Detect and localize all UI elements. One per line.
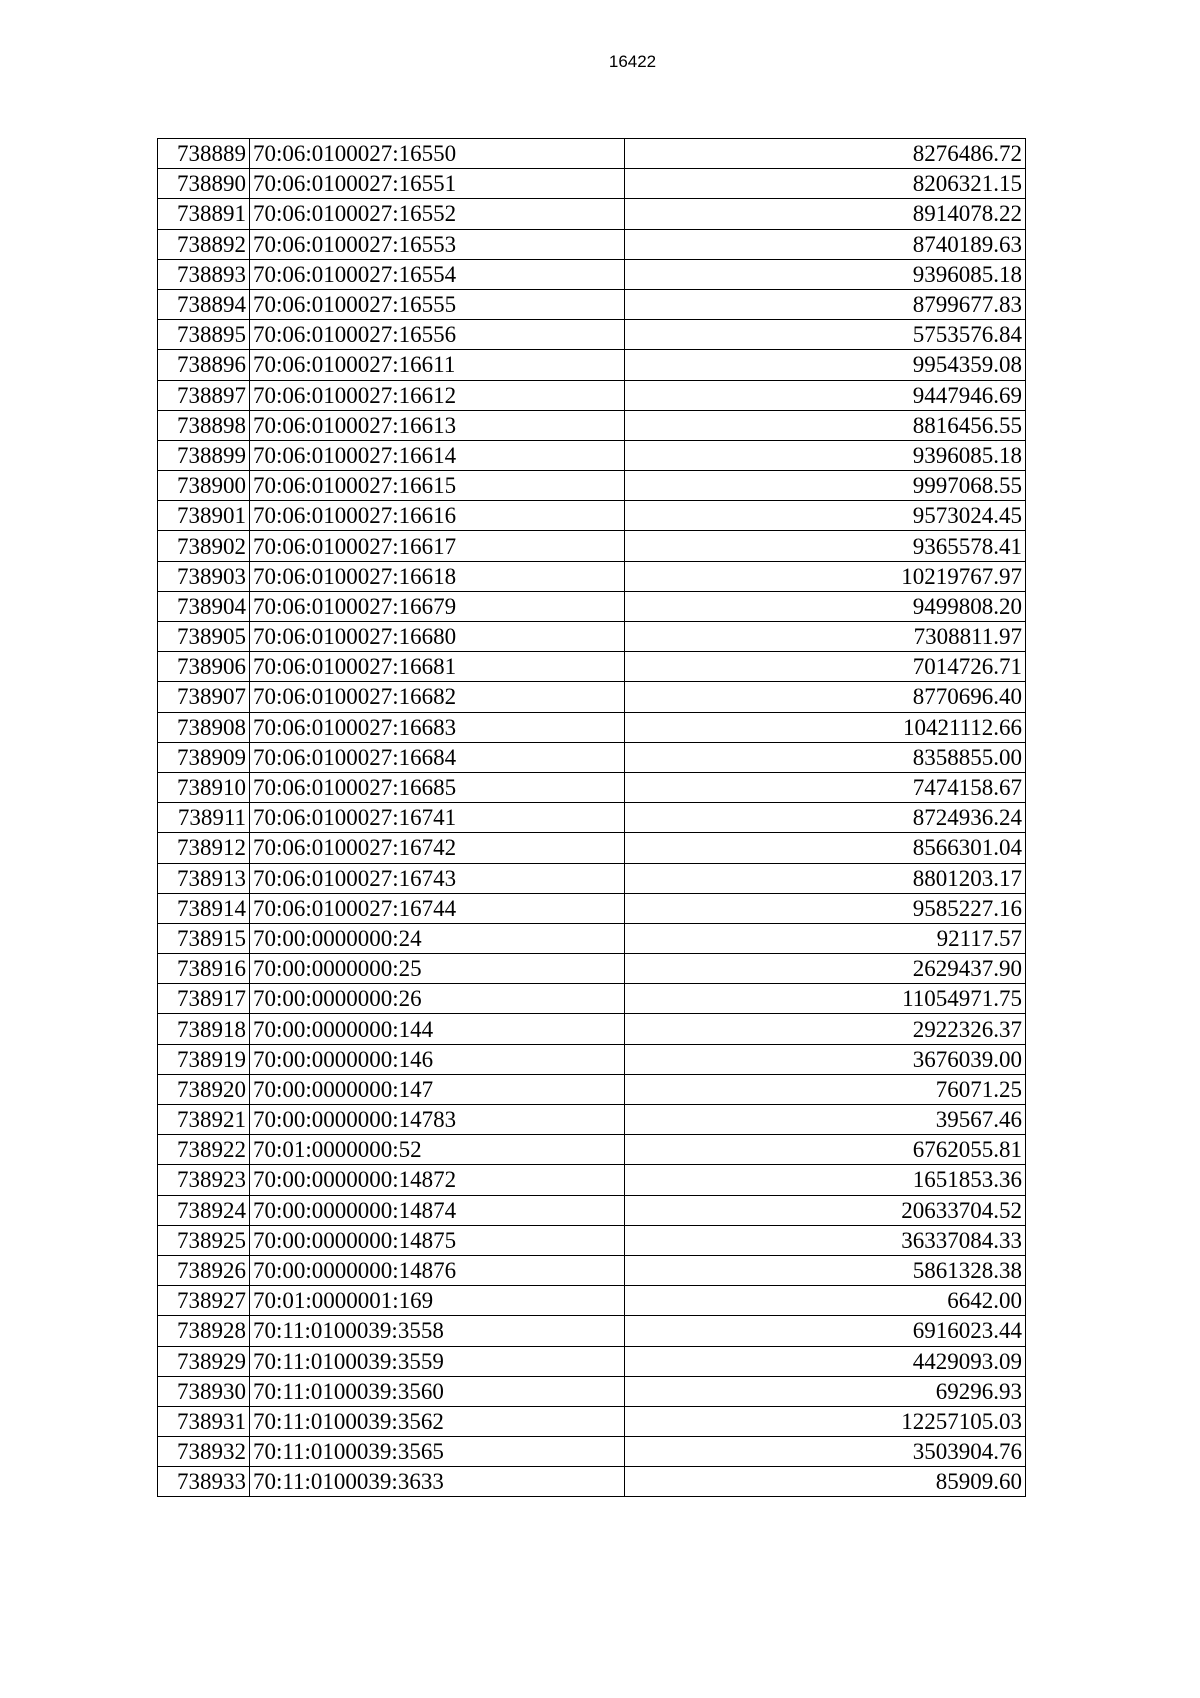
cadastral-number-cell: 70:00:0000000:14875 <box>250 1225 625 1255</box>
row-number-cell: 738907 <box>158 682 250 712</box>
cadastral-number-cell: 70:01:0000001:169 <box>250 1286 625 1316</box>
table-row <box>158 863 1026 893</box>
cadastral-value-cell: 8358855.00 <box>625 742 1026 772</box>
cadastral-number-cell: 70:06:0100027:16684 <box>250 742 625 772</box>
table-row <box>158 1286 1026 1316</box>
table-row <box>158 350 1026 380</box>
cadastral-number-cell: 70:06:0100027:16611 <box>250 350 625 380</box>
cadastral-number-cell: 70:11:0100039:3565 <box>250 1437 625 1467</box>
row-number-cell: 738897 <box>158 380 250 410</box>
row-number-cell: 738900 <box>158 471 250 501</box>
table-row <box>158 259 1026 289</box>
cadastral-number-cell: 70:00:0000000:25 <box>250 954 625 984</box>
cadastral-value-cell: 8914078.22 <box>625 199 1026 229</box>
table-row <box>158 1376 1026 1406</box>
cadastral-value-cell: 9447946.69 <box>625 380 1026 410</box>
row-number-cell: 738930 <box>158 1376 250 1406</box>
cadastral-value-cell: 7474158.67 <box>625 772 1026 802</box>
row-number-cell: 738917 <box>158 984 250 1014</box>
row-number-cell: 738915 <box>158 923 250 953</box>
table-row <box>158 1467 1026 1497</box>
cadastral-value-cell: 10219767.97 <box>625 561 1026 591</box>
cadastral-number-cell: 70:00:0000000:14876 <box>250 1255 625 1285</box>
cadastral-number-cell: 70:00:0000000:147 <box>250 1074 625 1104</box>
table-row <box>158 229 1026 259</box>
table-row <box>158 682 1026 712</box>
row-number-cell: 738909 <box>158 742 250 772</box>
cadastral-number-cell: 70:06:0100027:16615 <box>250 471 625 501</box>
table-row <box>158 1346 1026 1376</box>
table-row <box>158 652 1026 682</box>
table-row <box>158 742 1026 772</box>
cadastral-value-cell: 69296.93 <box>625 1376 1026 1406</box>
cadastral-number-cell: 70:00:0000000:14783 <box>250 1105 625 1135</box>
cadastral-value-cell: 8770696.40 <box>625 682 1026 712</box>
row-number-cell: 738922 <box>158 1135 250 1165</box>
cadastral-value-cell: 7014726.71 <box>625 652 1026 682</box>
cadastral-value-cell: 9585227.16 <box>625 893 1026 923</box>
cadastral-value-table <box>157 138 1026 1497</box>
row-number-cell: 738919 <box>158 1044 250 1074</box>
cadastral-value-cell: 20633704.52 <box>625 1195 1026 1225</box>
table-row <box>158 320 1026 350</box>
table-body <box>158 139 1026 1497</box>
row-number-cell: 738910 <box>158 772 250 802</box>
cadastral-number-cell: 70:06:0100027:16744 <box>250 893 625 923</box>
cadastral-number-cell: 70:06:0100027:16741 <box>250 803 625 833</box>
cadastral-number-cell: 70:06:0100027:16555 <box>250 289 625 319</box>
table-row <box>158 954 1026 984</box>
row-number-cell: 738905 <box>158 622 250 652</box>
row-number-cell: 738889 <box>158 139 250 169</box>
cadastral-number-cell: 70:06:0100027:16614 <box>250 440 625 470</box>
row-number-cell: 738895 <box>158 320 250 350</box>
cadastral-number-cell: 70:06:0100027:16552 <box>250 199 625 229</box>
table-row <box>158 1406 1026 1436</box>
cadastral-number-cell: 70:06:0100027:16551 <box>250 169 625 199</box>
row-number-cell: 738902 <box>158 531 250 561</box>
cadastral-number-cell: 70:06:0100027:16683 <box>250 712 625 742</box>
cadastral-number-cell: 70:06:0100027:16618 <box>250 561 625 591</box>
cadastral-value-cell: 39567.46 <box>625 1105 1026 1135</box>
row-number-cell: 738929 <box>158 1346 250 1376</box>
table-row <box>158 471 1026 501</box>
table-row <box>158 1437 1026 1467</box>
table-row <box>158 803 1026 833</box>
table-row <box>158 1316 1026 1346</box>
cadastral-number-cell: 70:06:0100027:16553 <box>250 229 625 259</box>
row-number-cell: 738914 <box>158 893 250 923</box>
cadastral-value-cell: 2629437.90 <box>625 954 1026 984</box>
table-row <box>158 923 1026 953</box>
row-number-cell: 738925 <box>158 1225 250 1255</box>
row-number-cell: 738912 <box>158 833 250 863</box>
cadastral-number-cell: 70:06:0100027:16742 <box>250 833 625 863</box>
cadastral-number-cell: 70:00:0000000:24 <box>250 923 625 953</box>
cadastral-value-cell: 9573024.45 <box>625 501 1026 531</box>
cadastral-value-cell: 8206321.15 <box>625 169 1026 199</box>
cadastral-number-cell: 70:06:0100027:16612 <box>250 380 625 410</box>
cadastral-value-cell: 3676039.00 <box>625 1044 1026 1074</box>
cadastral-value-cell: 3503904.76 <box>625 1437 1026 1467</box>
table-row <box>158 501 1026 531</box>
row-number-cell: 738926 <box>158 1255 250 1285</box>
row-number-cell: 738924 <box>158 1195 250 1225</box>
row-number-cell: 738904 <box>158 591 250 621</box>
row-number-cell: 738927 <box>158 1286 250 1316</box>
cadastral-value-cell: 9954359.08 <box>625 350 1026 380</box>
table-row <box>158 1165 1026 1195</box>
row-number-cell: 738899 <box>158 440 250 470</box>
cadastral-number-cell: 70:00:0000000:14874 <box>250 1195 625 1225</box>
cadastral-number-cell: 70:06:0100027:16681 <box>250 652 625 682</box>
table-row <box>158 984 1026 1014</box>
row-number-cell: 738931 <box>158 1406 250 1436</box>
table-row <box>158 1044 1026 1074</box>
cadastral-value-cell: 8276486.72 <box>625 139 1026 169</box>
row-number-cell: 738933 <box>158 1467 250 1497</box>
table-row <box>158 440 1026 470</box>
cadastral-value-cell: 8799677.83 <box>625 289 1026 319</box>
row-number-cell: 738898 <box>158 410 250 440</box>
row-number-cell: 738901 <box>158 501 250 531</box>
table-row <box>158 1225 1026 1255</box>
table-row <box>158 1014 1026 1044</box>
cadastral-number-cell: 70:00:0000000:26 <box>250 984 625 1014</box>
cadastral-number-cell: 70:11:0100039:3558 <box>250 1316 625 1346</box>
table-row <box>158 410 1026 440</box>
cadastral-number-cell: 70:06:0100027:16679 <box>250 591 625 621</box>
cadastral-value-cell: 11054971.75 <box>625 984 1026 1014</box>
cadastral-value-cell: 9499808.20 <box>625 591 1026 621</box>
table-row <box>158 772 1026 802</box>
cadastral-value-cell: 5861328.38 <box>625 1255 1026 1285</box>
cadastral-number-cell: 70:06:0100027:16743 <box>250 863 625 893</box>
cadastral-value-cell: 9396085.18 <box>625 259 1026 289</box>
cadastral-value-cell: 85909.60 <box>625 1467 1026 1497</box>
table-row <box>158 591 1026 621</box>
cadastral-value-cell: 8566301.04 <box>625 833 1026 863</box>
cadastral-value-cell: 92117.57 <box>625 923 1026 953</box>
row-number-cell: 738913 <box>158 863 250 893</box>
row-number-cell: 738891 <box>158 199 250 229</box>
cadastral-value-cell: 8740189.63 <box>625 229 1026 259</box>
cadastral-number-cell: 70:01:0000000:52 <box>250 1135 625 1165</box>
table-row <box>158 893 1026 923</box>
cadastral-value-cell: 2922326.37 <box>625 1014 1026 1044</box>
cadastral-value-cell: 76071.25 <box>625 1074 1026 1104</box>
row-number-cell: 738903 <box>158 561 250 591</box>
table-row <box>158 1074 1026 1104</box>
row-number-cell: 738923 <box>158 1165 250 1195</box>
row-number-cell: 738911 <box>158 803 250 833</box>
row-number-cell: 738896 <box>158 350 250 380</box>
table-row <box>158 169 1026 199</box>
table-row <box>158 139 1026 169</box>
cadastral-value-cell: 4429093.09 <box>625 1346 1026 1376</box>
cadastral-number-cell: 70:00:0000000:146 <box>250 1044 625 1074</box>
cadastral-number-cell: 70:00:0000000:144 <box>250 1014 625 1044</box>
cadastral-value-cell: 6762055.81 <box>625 1135 1026 1165</box>
row-number-cell: 738894 <box>158 289 250 319</box>
cadastral-number-cell: 70:06:0100027:16613 <box>250 410 625 440</box>
row-number-cell: 738920 <box>158 1074 250 1104</box>
row-number-cell: 738928 <box>158 1316 250 1346</box>
cadastral-number-cell: 70:11:0100039:3562 <box>250 1406 625 1436</box>
table-row <box>158 199 1026 229</box>
cadastral-value-cell: 10421112.66 <box>625 712 1026 742</box>
row-number-cell: 738932 <box>158 1437 250 1467</box>
cadastral-number-cell: 70:06:0100027:16680 <box>250 622 625 652</box>
table-row <box>158 1105 1026 1135</box>
table-row <box>158 380 1026 410</box>
row-number-cell: 738916 <box>158 954 250 984</box>
cadastral-number-cell: 70:11:0100039:3633 <box>250 1467 625 1497</box>
cadastral-value-cell: 8801203.17 <box>625 863 1026 893</box>
cadastral-number-cell: 70:11:0100039:3559 <box>250 1346 625 1376</box>
cadastral-value-cell: 8724936.24 <box>625 803 1026 833</box>
cadastral-number-cell: 70:06:0100027:16550 <box>250 139 625 169</box>
cadastral-value-cell: 7308811.97 <box>625 622 1026 652</box>
cadastral-value-cell: 1651853.36 <box>625 1165 1026 1195</box>
cadastral-value-cell: 36337084.33 <box>625 1225 1026 1255</box>
cadastral-value-cell: 9997068.55 <box>625 471 1026 501</box>
row-number-cell: 738908 <box>158 712 250 742</box>
table-row <box>158 712 1026 742</box>
cadastral-value-cell: 5753576.84 <box>625 320 1026 350</box>
table-row <box>158 1195 1026 1225</box>
cadastral-number-cell: 70:06:0100027:16682 <box>250 682 625 712</box>
cadastral-number-cell: 70:11:0100039:3560 <box>250 1376 625 1406</box>
cadastral-number-cell: 70:06:0100027:16685 <box>250 772 625 802</box>
table-row <box>158 622 1026 652</box>
cadastral-number-cell: 70:06:0100027:16616 <box>250 501 625 531</box>
table-row <box>158 531 1026 561</box>
row-number-cell: 738921 <box>158 1105 250 1135</box>
cadastral-number-cell: 70:06:0100027:16554 <box>250 259 625 289</box>
cadastral-value-cell: 8816456.55 <box>625 410 1026 440</box>
row-number-cell: 738906 <box>158 652 250 682</box>
cadastral-number-cell: 70:00:0000000:14872 <box>250 1165 625 1195</box>
cadastral-value-cell: 12257105.03 <box>625 1406 1026 1436</box>
row-number-cell: 738892 <box>158 229 250 259</box>
cadastral-value-cell: 6642.00 <box>625 1286 1026 1316</box>
cadastral-value-cell: 6916023.44 <box>625 1316 1026 1346</box>
page-number: 16422 <box>608 52 657 71</box>
cadastral-value-cell: 9396085.18 <box>625 440 1026 470</box>
cadastral-value-cell: 9365578.41 <box>625 531 1026 561</box>
table-row <box>158 289 1026 319</box>
table-row <box>158 1135 1026 1165</box>
row-number-cell: 738918 <box>158 1014 250 1044</box>
row-number-cell: 738893 <box>158 259 250 289</box>
cadastral-number-cell: 70:06:0100027:16556 <box>250 320 625 350</box>
cadastral-number-cell: 70:06:0100027:16617 <box>250 531 625 561</box>
row-number-cell: 738890 <box>158 169 250 199</box>
table-row <box>158 561 1026 591</box>
table-row <box>158 1255 1026 1285</box>
table-row <box>158 833 1026 863</box>
